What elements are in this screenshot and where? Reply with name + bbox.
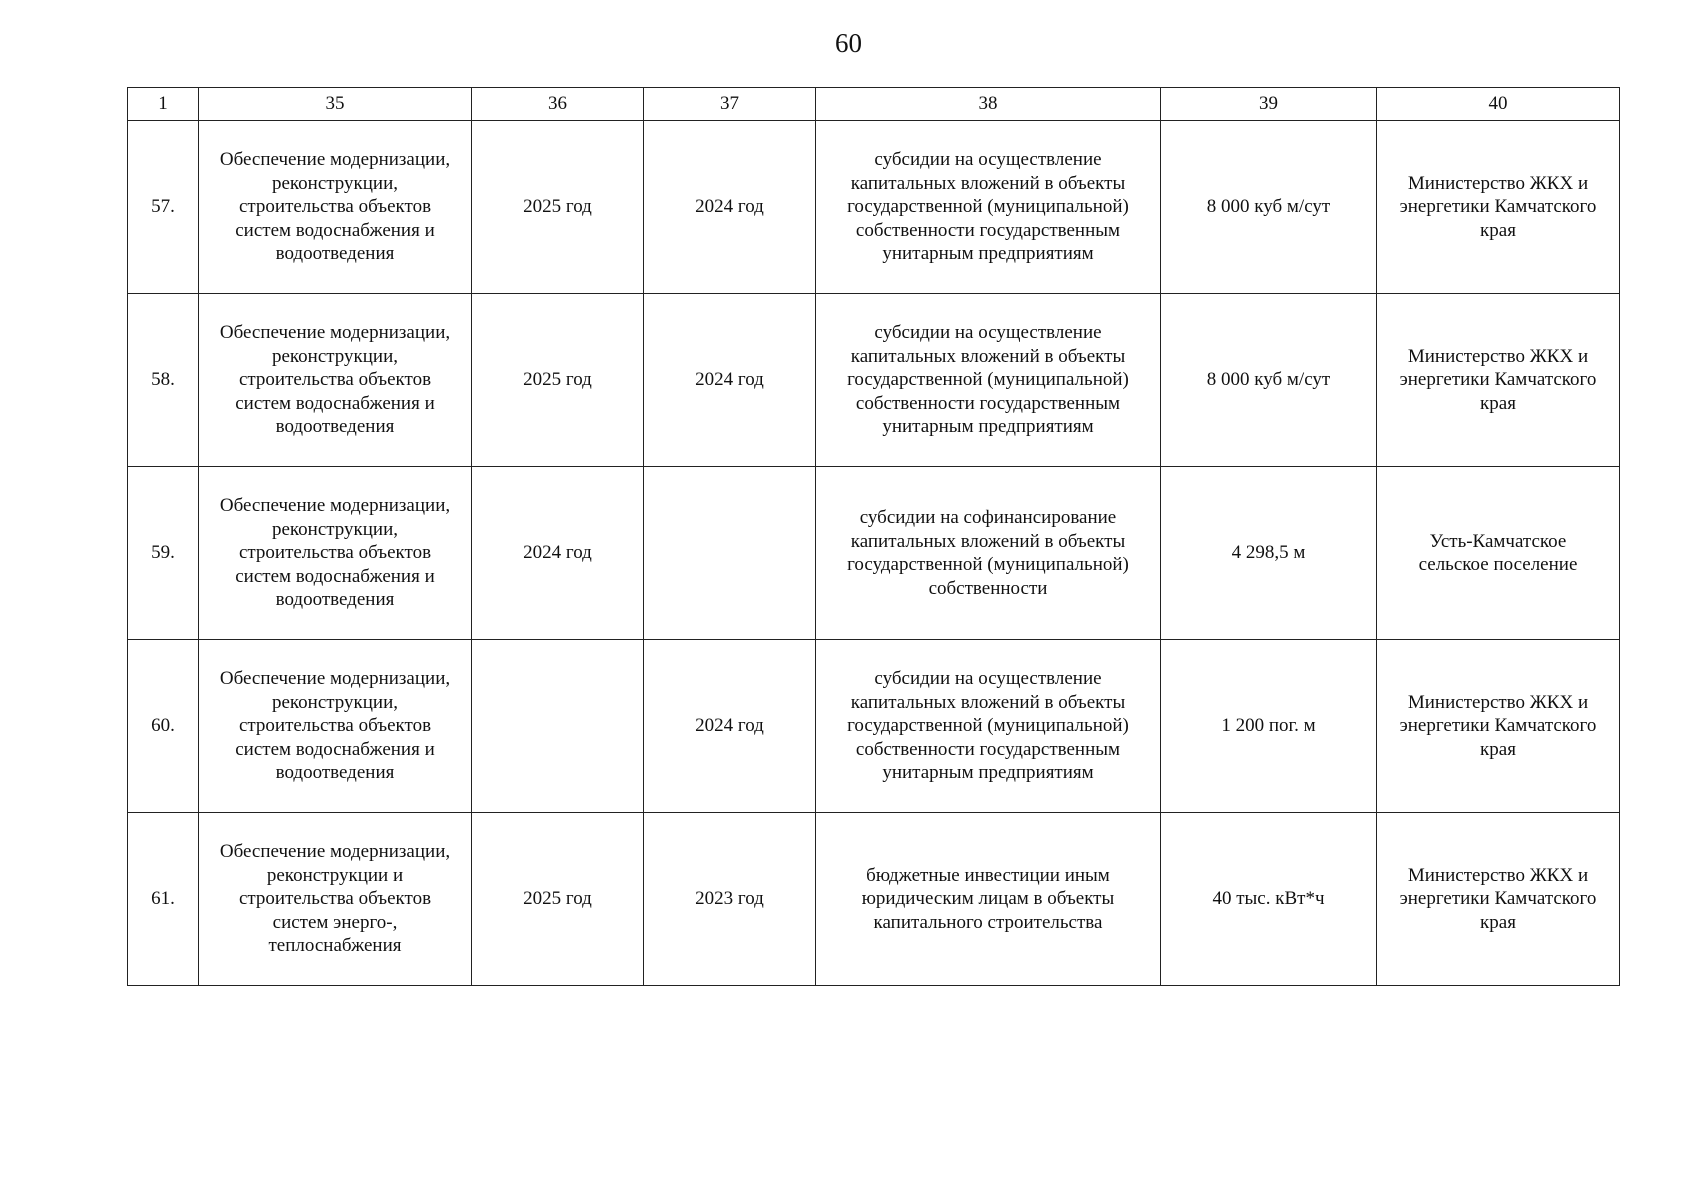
activity-cell: Обеспечение модернизации, реконструкции, строительства объектов систем водоснабжения и водоотведения xyxy=(199,467,472,640)
capacity-cell: 4 298,5 м xyxy=(1161,467,1377,640)
row-number-cell: 58. xyxy=(128,294,199,467)
capacity-cell: 40 тыс. кВт*ч xyxy=(1161,813,1377,986)
responsible-cell: Усть-Камчатское сельское поселение xyxy=(1377,467,1620,640)
column-header-1: 1 xyxy=(128,88,199,121)
table-row xyxy=(128,640,1620,813)
year-37-cell xyxy=(644,467,816,640)
column-header-38: 38 xyxy=(816,88,1161,121)
page-number: 60 xyxy=(835,28,862,58)
table-row xyxy=(128,813,1620,986)
activity-cell: Обеспечение модернизации, реконструкции и строительства объектов систем энерго-, теплоснабжения xyxy=(199,813,472,986)
year-36-cell: 2025 год xyxy=(472,121,644,294)
column-header-36: 36 xyxy=(472,88,644,121)
year-37-cell: 2024 год xyxy=(644,121,816,294)
column-header-40: 40 xyxy=(1377,88,1620,121)
year-36-cell: 2025 год xyxy=(472,294,644,467)
responsible-cell: Министерство ЖКХ и энергетики Камчатского края xyxy=(1377,121,1620,294)
capacity-cell: 1 200 пог. м xyxy=(1161,640,1377,813)
table-row xyxy=(128,121,1620,294)
responsible-cell: Министерство ЖКХ и энергетики Камчатского края xyxy=(1377,813,1620,986)
column-header-35: 35 xyxy=(199,88,472,121)
year-36-cell: 2025 год xyxy=(472,813,644,986)
support-form-cell: субсидии на осуществление капитальных вложений в объекты государственной (муниципальной) собственности государственным унитарным предприятиям xyxy=(816,640,1161,813)
column-header-39: 39 xyxy=(1161,88,1377,121)
year-36-cell: 2024 год xyxy=(472,467,644,640)
responsible-cell: Министерство ЖКХ и энергетики Камчатского края xyxy=(1377,640,1620,813)
row-number-cell: 57. xyxy=(128,121,199,294)
row-number-cell: 59. xyxy=(128,467,199,640)
data-table xyxy=(127,87,1620,986)
support-form-cell: бюджетные инвестиции иным юридическим лицам в объекты капитального строительства xyxy=(816,813,1161,986)
activity-cell: Обеспечение модернизации, реконструкции, строительства объектов систем водоснабжения и водоотведения xyxy=(199,294,472,467)
year-36-cell xyxy=(472,640,644,813)
year-37-cell: 2024 год xyxy=(644,640,816,813)
header-row xyxy=(128,88,1620,121)
year-37-cell: 2024 год xyxy=(644,294,816,467)
row-number-cell: 61. xyxy=(128,813,199,986)
support-form-cell: субсидии на софинансирование капитальных вложений в объекты государственной (муниципальной) собственности xyxy=(816,467,1161,640)
table-row xyxy=(128,467,1620,640)
activity-cell: Обеспечение модернизации, реконструкции, строительства объектов систем водоснабжения и водоотведения xyxy=(199,640,472,813)
activity-cell: Обеспечение модернизации, реконструкции, строительства объектов систем водоснабжения и водоотведения xyxy=(199,121,472,294)
capacity-cell: 8 000 куб м/сут xyxy=(1161,294,1377,467)
support-form-cell: субсидии на осуществление капитальных вложений в объекты государственной (муниципальной) собственности государственным унитарным предприятиям xyxy=(816,294,1161,467)
responsible-cell: Министерство ЖКХ и энергетики Камчатского края xyxy=(1377,294,1620,467)
column-header-37: 37 xyxy=(644,88,816,121)
row-number-cell: 60. xyxy=(128,640,199,813)
year-37-cell: 2023 год xyxy=(644,813,816,986)
capacity-cell: 8 000 куб м/сут xyxy=(1161,121,1377,294)
table-row xyxy=(128,294,1620,467)
support-form-cell: субсидии на осуществление капитальных вложений в объекты государственной (муниципальной) собственности государственным унитарным предприятиям xyxy=(816,121,1161,294)
